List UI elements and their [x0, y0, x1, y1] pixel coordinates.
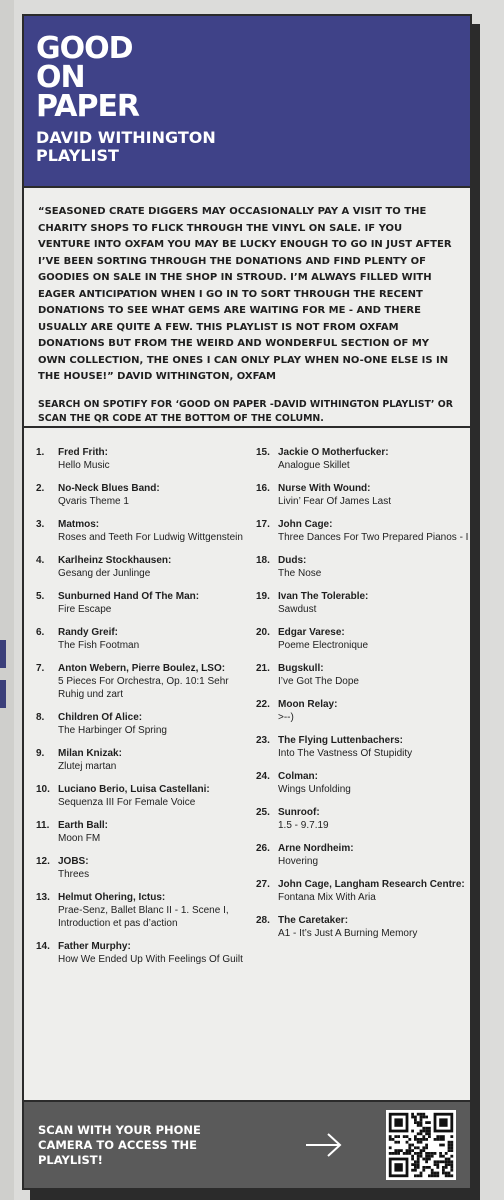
- track-info: [278, 482, 470, 508]
- track-number: 3.: [36, 519, 45, 530]
- track-artist: John Cage, Langham Research Centre:: [278, 879, 465, 890]
- track-number: 14.: [36, 941, 50, 952]
- track-info: [58, 711, 256, 737]
- track-title: The Nose: [278, 568, 322, 579]
- track-artist: The Caretaker:: [278, 915, 349, 926]
- track-artist: Sunburned Hand Of The Man:: [58, 591, 200, 602]
- page-edge: [0, 0, 14, 1200]
- track-info: [278, 698, 470, 724]
- track-artist: JOBS:: [58, 856, 89, 867]
- track-item: [36, 446, 256, 472]
- track-info: [58, 554, 256, 580]
- track-number: 5.: [36, 591, 45, 602]
- track-info: [278, 770, 470, 796]
- track-info: [278, 626, 470, 652]
- track-title: Three Dances For Two Prepared Pianos - I: [278, 532, 469, 543]
- track-info: [58, 855, 256, 881]
- track-title: Fire Escape: [58, 604, 112, 615]
- track-item: [36, 747, 256, 773]
- track-title: Analogue Skillet: [278, 460, 350, 471]
- track-info: [278, 806, 470, 832]
- track-item: [256, 518, 470, 544]
- track-number: 22.: [256, 699, 270, 710]
- track-item: [36, 711, 256, 737]
- track-info: [278, 446, 470, 472]
- track-artist: No-Neck Blues Band:: [58, 483, 160, 494]
- track-artist: Moon Relay:: [278, 699, 338, 710]
- track-artist: Earth Ball:: [58, 820, 109, 831]
- track-title: Roses and Teeth For Ludwig Wittgenstein: [58, 532, 243, 543]
- track-artist: John Cage:: [278, 519, 333, 530]
- track-artist: Edgar Varese:: [278, 627, 345, 638]
- track-info: [58, 819, 256, 845]
- track-title: Zlutej martan: [58, 761, 117, 772]
- track-title: 5 Pieces For Orchestra, Op. 10:1 Sehr Ruhig und zart: [58, 676, 229, 700]
- track-number: 17.: [256, 519, 270, 530]
- track-artist: Fred Frith:: [58, 447, 108, 458]
- track-artist: Duds:: [278, 555, 307, 566]
- track-item: [256, 806, 470, 832]
- track-item: [256, 482, 470, 508]
- track-number: 25.: [256, 807, 270, 818]
- track-item: [256, 626, 470, 652]
- track-number: 27.: [256, 879, 270, 890]
- track-artist: Anton Webern, Pierre Boulez, LSO:: [58, 663, 226, 674]
- track-item: [256, 914, 470, 940]
- scan-line: SCAN WITH YOUR PHONE: [38, 1122, 201, 1137]
- track-artist: Father Murphy:: [58, 941, 131, 952]
- qr-code-icon[interactable]: [386, 1110, 456, 1180]
- track-info: [58, 747, 256, 773]
- intro-block: [24, 188, 470, 428]
- track-info: [58, 446, 256, 472]
- track-info: [58, 940, 256, 966]
- track-number: 19.: [256, 591, 270, 602]
- search-instructions: SEARCH ON SPOTIFY FOR ‘GOOD ON PAPER -DAVID WITHINGTON PLAYLIST’ OR SCAN THE QR CODE AT THE BOTTOM OF THE COLUMN.: [38, 398, 453, 424]
- track-item: [256, 554, 470, 580]
- track-info: [278, 878, 470, 904]
- track-item: [36, 554, 256, 580]
- track-artist: Nurse With Wound:: [278, 483, 371, 494]
- track-info: [278, 734, 470, 760]
- track-artist: Luciano Berio, Luisa Castellani:: [58, 784, 210, 795]
- track-artist: Randy Greif:: [58, 627, 119, 638]
- scan-instructions: [24, 1123, 248, 1168]
- track-number: 18.: [256, 555, 270, 566]
- track-title: Gesang der Junlinge: [58, 568, 151, 579]
- subtitle-line: PLAYLIST: [36, 146, 119, 165]
- track-info: [278, 590, 470, 616]
- track-number: 11.: [36, 820, 50, 831]
- track-info: [58, 482, 256, 508]
- track-title: Prae-Senz, Ballet Blanc II - 1. Scene I, Introduction et pas d’action: [58, 905, 229, 929]
- track-artist: Matmos:: [58, 519, 100, 530]
- track-item: [256, 842, 470, 868]
- track-title: Poeme Electronique: [278, 640, 369, 651]
- track-title: How We Ended Up With Feelings Of Guilt: [58, 954, 243, 965]
- track-item: [36, 855, 256, 881]
- track-info: [58, 590, 256, 616]
- track-number: 15.: [256, 447, 270, 458]
- track-title: I’ve Got The Dope: [278, 676, 359, 687]
- track-number: 16.: [256, 483, 270, 494]
- track-title: The Harbinger Of Spring: [58, 725, 167, 736]
- track-title: Hello Music: [58, 460, 110, 471]
- track-info: [58, 626, 256, 652]
- track-info: [58, 518, 256, 544]
- track-info: [278, 842, 470, 868]
- track-item: [36, 626, 256, 652]
- track-title: >--): [278, 712, 294, 723]
- track-title: Moon FM: [58, 833, 101, 844]
- track-title: A1 - It’s Just A Burning Memory: [278, 928, 418, 939]
- track-artist: Bugskull:: [278, 663, 324, 674]
- track-artist: Sunroof:: [278, 807, 320, 818]
- track-info: [58, 783, 256, 809]
- track-list: [24, 428, 470, 1108]
- track-info: [278, 662, 470, 688]
- track-item: [36, 891, 256, 930]
- track-item: [36, 819, 256, 845]
- track-number: 21.: [256, 663, 270, 674]
- track-number: 10.: [36, 784, 50, 795]
- track-info: [58, 662, 256, 701]
- scan-line: CAMERA TO ACCESS THE: [38, 1137, 198, 1152]
- track-item: [256, 662, 470, 688]
- track-title: Livin’ Fear Of James Last: [278, 496, 392, 507]
- playlist-column: [22, 14, 472, 1190]
- subtitle-line: DAVID WITHINGTON: [36, 128, 216, 147]
- track-title: Hovering: [278, 856, 319, 867]
- title-line: ON: [36, 60, 85, 95]
- track-artist: Milan Knizak:: [58, 748, 122, 759]
- track-title: Fontana Mix With Aria: [278, 892, 376, 903]
- track-item: [36, 940, 256, 966]
- header-block: [24, 16, 470, 188]
- track-number: 28.: [256, 915, 270, 926]
- track-artist: Karlheinz Stockhausen:: [58, 555, 172, 566]
- track-artist: Ivan The Tolerable:: [278, 591, 369, 602]
- footer-banner: [24, 1100, 470, 1188]
- intro-quote: “SEASONED CRATE DIGGERS MAY OCCASIONALLY PAY A VISIT TO THE CHARITY SHOPS TO FLICK THROUGH THE VINYL ON SALE. IF YOU VENTURE INTO OXFAM YOU MAY BE LUCKY ENOUGH TO GO IN JUST AFTER I’VE BEEN SORTING THROUGH THE DONATIONS AND FIND PLENTY OF GOODIES ON SALE IN THE SHOP IN STROUD. I’M ALWAYS FILLED WITH EAGER ANTICIPATION WHEN I GO IN TO SORT THROUGH THE RECENT DONATIONS TO SEE WHAT GEMS ARE WAITING FOR ME - AND THERE USUALLY ARE QUITE A FEW. THIS PLAYLIST IS NOT FROM OXFAM DONATIONS BUT FROM THE WEIRD AND WONDERFUL SECTION OF MY OWN COLLECTION, THE ONES I CAN ONLY PLAY WHEN NO-ONE ELSE IS IN THE HOUSE!” DAVID WITHINGTON, OXFAM: [38, 206, 452, 382]
- track-number: 2.: [36, 483, 45, 494]
- track-title: Threes: [58, 869, 90, 880]
- track-item: [256, 446, 470, 472]
- track-number: 8.: [36, 712, 45, 723]
- track-item: [36, 662, 256, 701]
- track-number: 12.: [36, 856, 50, 867]
- track-title: Sequenza III For Female Voice: [58, 797, 196, 808]
- track-info: [278, 518, 470, 544]
- track-info: [278, 554, 470, 580]
- track-info: [278, 914, 470, 940]
- track-artist: The Flying Luttenbachers:: [278, 735, 404, 746]
- track-artist: Colman:: [278, 771, 318, 782]
- track-column-left: [36, 446, 256, 1108]
- track-number: 7.: [36, 663, 45, 674]
- track-artist: Helmut Ohering, Ictus:: [58, 892, 166, 903]
- page-margin-mark: [0, 640, 6, 668]
- track-item: [256, 878, 470, 904]
- track-number: 1.: [36, 447, 45, 458]
- track-number: 26.: [256, 843, 270, 854]
- track-title: Wings Unfolding: [278, 784, 351, 795]
- track-title: Qvaris Theme 1: [58, 496, 129, 507]
- track-item: [256, 770, 470, 796]
- track-title: 1.5 - 9.7.19: [278, 820, 329, 831]
- track-item: [256, 734, 470, 760]
- arrow-right-icon: [304, 1130, 344, 1160]
- track-number: 6.: [36, 627, 45, 638]
- track-number: 23.: [256, 735, 270, 746]
- track-item: [36, 783, 256, 809]
- track-artist: Children Of Alice:: [58, 712, 143, 723]
- track-title: Into The Vastness Of Stupidity: [278, 748, 413, 759]
- track-artist: Arne Nordheim:: [278, 843, 354, 854]
- track-number: 4.: [36, 555, 45, 566]
- track-column-right: [256, 446, 470, 1108]
- track-item: [36, 482, 256, 508]
- track-title: The Fish Footman: [58, 640, 140, 651]
- track-artist: Jackie O Motherfucker:: [278, 447, 389, 458]
- track-item: [256, 698, 470, 724]
- track-number: 13.: [36, 892, 50, 903]
- track-item: [36, 518, 256, 544]
- track-info: [58, 891, 256, 930]
- track-number: 9.: [36, 748, 45, 759]
- track-number: 24.: [256, 771, 270, 782]
- track-item: [256, 590, 470, 616]
- scan-line: PLAYLIST!: [38, 1152, 103, 1167]
- track-item: [36, 590, 256, 616]
- title-line: PAPER: [36, 89, 140, 124]
- title-line: GOOD: [36, 31, 133, 66]
- track-number: 20.: [256, 627, 270, 638]
- track-title: Sawdust: [278, 604, 317, 615]
- page-margin-mark: [0, 680, 6, 708]
